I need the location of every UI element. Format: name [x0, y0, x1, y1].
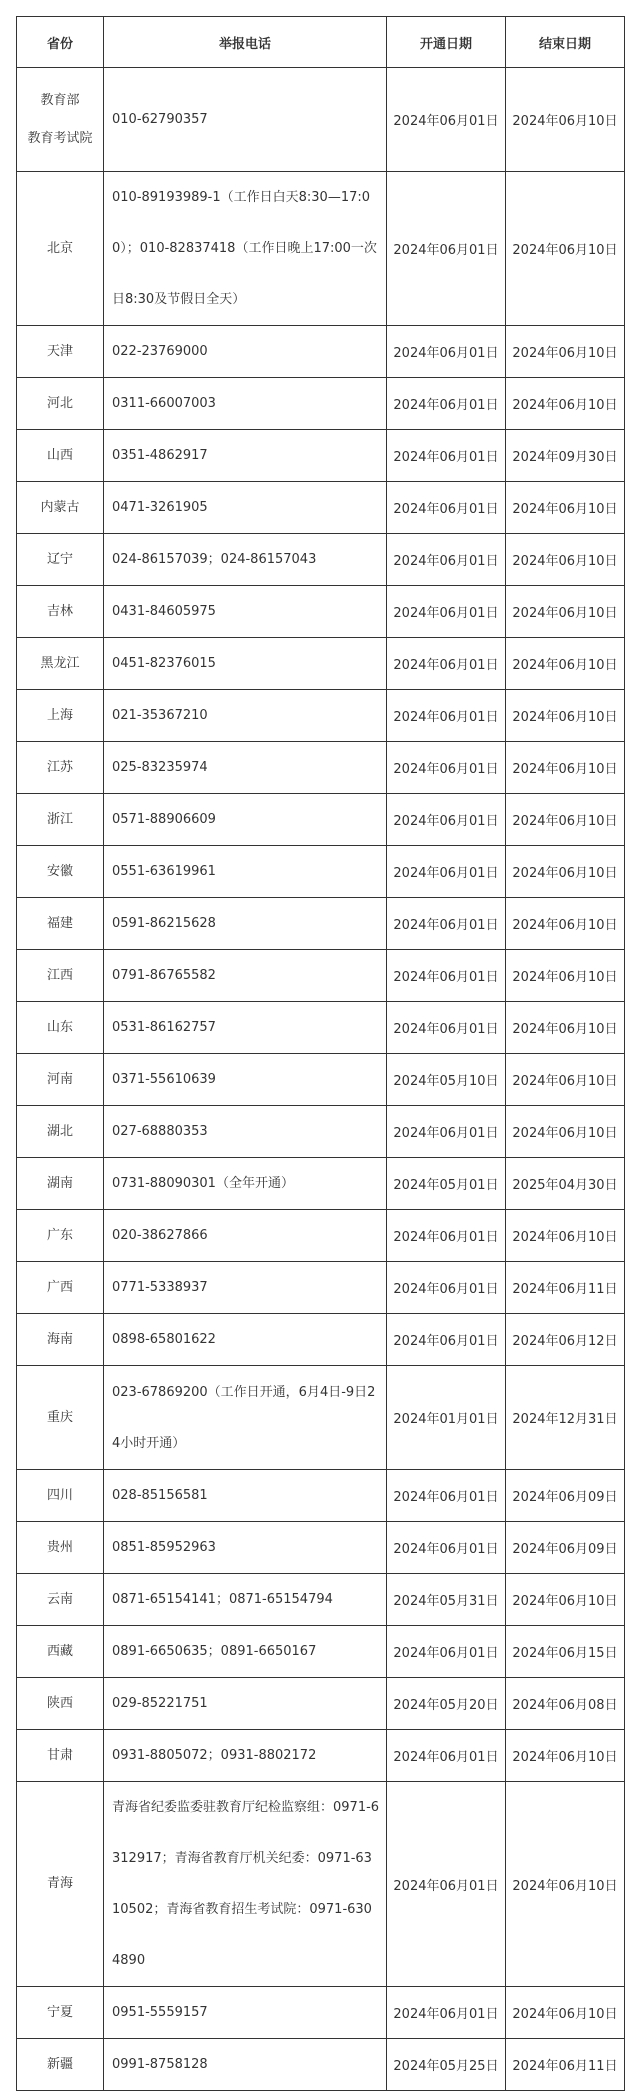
start-date-cell: 2024年06月01日 [387, 690, 506, 742]
end-date-cell: 2024年06月10日 [506, 898, 625, 950]
province-cell: 四川 [17, 1470, 104, 1522]
table-row [17, 1678, 625, 1730]
phone-cell: 0571-88906609 [104, 794, 387, 846]
table-row [17, 68, 625, 172]
table-row [17, 326, 625, 378]
table-row [17, 1987, 625, 2039]
phone-cell: 0951-5559157 [104, 1987, 387, 2039]
start-date-cell: 2024年06月01日 [387, 638, 506, 690]
province-cell: 河北 [17, 378, 104, 430]
end-date-cell: 2024年06月10日 [506, 482, 625, 534]
start-date-cell: 2024年06月01日 [387, 742, 506, 794]
start-date-cell: 2024年05月10日 [387, 1054, 506, 1106]
start-date-cell: 2024年06月01日 [387, 326, 506, 378]
phone-cell: 0891-6650635；0891-6650167 [104, 1626, 387, 1678]
phone-cell: 0311-66007003 [104, 378, 387, 430]
end-date-cell: 2024年06月10日 [506, 742, 625, 794]
start-date-cell: 2024年06月01日 [387, 1987, 506, 2039]
province-cell: 青海 [17, 1782, 104, 1987]
province-cell: 吉林 [17, 586, 104, 638]
phone-cell: 010-89193989-1（工作日白天8:30—17:00）；010-82837418（工作日晚上17:00一次日8:30及节假日全天） [104, 172, 387, 326]
table-row [17, 638, 625, 690]
province-cell: 海南 [17, 1314, 104, 1366]
end-date-cell: 2024年06月11日 [506, 2039, 625, 2091]
phone-cell: 0791-86765582 [104, 950, 387, 1002]
start-date-cell: 2024年06月01日 [387, 172, 506, 326]
province-cell: 广西 [17, 1262, 104, 1314]
table-row [17, 1262, 625, 1314]
table-row [17, 1574, 625, 1626]
province-cell: 福建 [17, 898, 104, 950]
table-row [17, 1158, 625, 1210]
table-row [17, 846, 625, 898]
phone-cell: 0991-8758128 [104, 2039, 387, 2091]
end-date-cell: 2024年06月10日 [506, 846, 625, 898]
phone-cell: 0871-65154141；0871-65154794 [104, 1574, 387, 1626]
start-date-cell: 2024年06月01日 [387, 1522, 506, 1574]
phone-cell: 0451-82376015 [104, 638, 387, 690]
phone-cell: 0551-63619961 [104, 846, 387, 898]
start-date-cell: 2024年06月01日 [387, 1626, 506, 1678]
table-row [17, 1106, 625, 1158]
table-row [17, 1730, 625, 1782]
phone-cell: 028-85156581 [104, 1470, 387, 1522]
province-cell: 浙江 [17, 794, 104, 846]
end-date-cell: 2024年06月12日 [506, 1314, 625, 1366]
start-date-cell: 2024年06月01日 [387, 846, 506, 898]
end-date-cell: 2024年06月10日 [506, 1106, 625, 1158]
phone-cell: 0898-65801622 [104, 1314, 387, 1366]
start-date-cell: 2024年05月25日 [387, 2039, 506, 2091]
phone-cell: 0371-55610639 [104, 1054, 387, 1106]
province-cell: 陕西 [17, 1678, 104, 1730]
province-cell: 广东 [17, 1210, 104, 1262]
province-cell: 黑龙江 [17, 638, 104, 690]
start-date-cell: 2024年06月01日 [387, 898, 506, 950]
province-cell: 北京 [17, 172, 104, 326]
phone-cell: 0531-86162757 [104, 1002, 387, 1054]
end-date-cell: 2024年06月10日 [506, 1210, 625, 1262]
header-end-date: 结束日期 [506, 17, 625, 68]
header-row [17, 17, 625, 68]
end-date-cell: 2024年06月10日 [506, 1782, 625, 1987]
phone-cell: 027-68880353 [104, 1106, 387, 1158]
province-cell: 贵州 [17, 1522, 104, 1574]
table-row [17, 586, 625, 638]
province-cell: 辽宁 [17, 534, 104, 586]
table-row [17, 794, 625, 846]
phone-cell: 025-83235974 [104, 742, 387, 794]
start-date-cell: 2024年06月01日 [387, 1262, 506, 1314]
table-row [17, 690, 625, 742]
table-row [17, 1210, 625, 1262]
start-date-cell: 2024年06月01日 [387, 1314, 506, 1366]
end-date-cell: 2024年06月10日 [506, 1054, 625, 1106]
province-cell: 内蒙古 [17, 482, 104, 534]
table-row [17, 1002, 625, 1054]
province-cell: 天津 [17, 326, 104, 378]
start-date-cell: 2024年06月01日 [387, 1470, 506, 1522]
province-cell: 教育部 教育考试院 [17, 68, 104, 172]
province-cell: 甘肃 [17, 1730, 104, 1782]
phone-cell: 0731-88090301（全年开通） [104, 1158, 387, 1210]
phone-cell: 021-35367210 [104, 690, 387, 742]
end-date-cell: 2024年06月09日 [506, 1470, 625, 1522]
phone-cell: 010-62790357 [104, 68, 387, 172]
end-date-cell: 2025年04月30日 [506, 1158, 625, 1210]
table-row [17, 1522, 625, 1574]
end-date-cell: 2024年06月10日 [506, 586, 625, 638]
table-row [17, 534, 625, 586]
province-cell: 新疆 [17, 2039, 104, 2091]
province-cell: 云南 [17, 1574, 104, 1626]
phone-cell: 0851-85952963 [104, 1522, 387, 1574]
province-cell: 湖南 [17, 1158, 104, 1210]
province-cell: 山西 [17, 430, 104, 482]
phone-cell: 0351-4862917 [104, 430, 387, 482]
start-date-cell: 2024年06月01日 [387, 68, 506, 172]
start-date-cell: 2024年06月01日 [387, 1210, 506, 1262]
end-date-cell: 2024年06月08日 [506, 1678, 625, 1730]
table-row [17, 1054, 625, 1106]
table-header [17, 17, 625, 68]
start-date-cell: 2024年06月01日 [387, 378, 506, 430]
phone-cell: 024-86157039；024-86157043 [104, 534, 387, 586]
end-date-cell: 2024年06月10日 [506, 326, 625, 378]
table-row [17, 1626, 625, 1678]
phone-cell: 0591-86215628 [104, 898, 387, 950]
phone-cell: 029-85221751 [104, 1678, 387, 1730]
table-row [17, 1314, 625, 1366]
start-date-cell: 2024年06月01日 [387, 950, 506, 1002]
phone-cell: 青海省纪委监委驻教育厅纪检监察组：0971-6312917；青海省教育厅机关纪委：0971-6310502；青海省教育招生考试院：0971-6304890 [104, 1782, 387, 1987]
province-cell: 江西 [17, 950, 104, 1002]
province-cell: 上海 [17, 690, 104, 742]
end-date-cell: 2024年06月10日 [506, 68, 625, 172]
table-row [17, 482, 625, 534]
start-date-cell: 2024年05月31日 [387, 1574, 506, 1626]
end-date-cell: 2024年06月10日 [506, 1987, 625, 2039]
start-date-cell: 2024年05月20日 [387, 1678, 506, 1730]
province-cell: 重庆 [17, 1366, 104, 1470]
end-date-cell: 2024年06月10日 [506, 690, 625, 742]
header-province: 省份 [17, 17, 104, 68]
end-date-cell: 2024年09月30日 [506, 430, 625, 482]
start-date-cell: 2024年06月01日 [387, 1730, 506, 1782]
province-cell: 江苏 [17, 742, 104, 794]
phone-cell: 023-67869200（工作日开通，6月4日-9日24小时开通） [104, 1366, 387, 1470]
province-cell: 山东 [17, 1002, 104, 1054]
phone-cell: 022-23769000 [104, 326, 387, 378]
start-date-cell: 2024年06月01日 [387, 534, 506, 586]
table-row [17, 172, 625, 326]
table-body [17, 68, 625, 2091]
end-date-cell: 2024年06月10日 [506, 1002, 625, 1054]
end-date-cell: 2024年06月09日 [506, 1522, 625, 1574]
phone-cell: 020-38627866 [104, 1210, 387, 1262]
province-cell: 湖北 [17, 1106, 104, 1158]
start-date-cell: 2024年06月01日 [387, 430, 506, 482]
end-date-cell: 2024年06月10日 [506, 638, 625, 690]
phone-cell: 0471-3261905 [104, 482, 387, 534]
phone-cell: 0431-84605975 [104, 586, 387, 638]
table-row [17, 378, 625, 430]
table-row [17, 2039, 625, 2091]
end-date-cell: 2024年12月31日 [506, 1366, 625, 1470]
hotline-table [16, 16, 625, 2091]
phone-cell: 0931-8805072；0931-8802172 [104, 1730, 387, 1782]
table-row [17, 430, 625, 482]
start-date-cell: 2024年06月01日 [387, 482, 506, 534]
start-date-cell: 2024年06月01日 [387, 1106, 506, 1158]
header-phone: 举报电话 [104, 17, 387, 68]
end-date-cell: 2024年06月11日 [506, 1262, 625, 1314]
table-row [17, 742, 625, 794]
end-date-cell: 2024年06月10日 [506, 794, 625, 846]
start-date-cell: 2024年06月01日 [387, 586, 506, 638]
province-cell: 河南 [17, 1054, 104, 1106]
table-row [17, 1470, 625, 1522]
table-row [17, 1782, 625, 1987]
table-row [17, 950, 625, 1002]
start-date-cell: 2024年06月01日 [387, 1002, 506, 1054]
end-date-cell: 2024年06月15日 [506, 1626, 625, 1678]
table-row [17, 1366, 625, 1470]
end-date-cell: 2024年06月10日 [506, 378, 625, 430]
end-date-cell: 2024年06月10日 [506, 1574, 625, 1626]
end-date-cell: 2024年06月10日 [506, 1730, 625, 1782]
header-start-date: 开通日期 [387, 17, 506, 68]
start-date-cell: 2024年05月01日 [387, 1158, 506, 1210]
start-date-cell: 2024年01月01日 [387, 1366, 506, 1470]
end-date-cell: 2024年06月10日 [506, 950, 625, 1002]
province-cell: 宁夏 [17, 1987, 104, 2039]
start-date-cell: 2024年06月01日 [387, 794, 506, 846]
phone-cell: 0771-5338937 [104, 1262, 387, 1314]
table-row [17, 898, 625, 950]
end-date-cell: 2024年06月10日 [506, 534, 625, 586]
province-cell: 安徽 [17, 846, 104, 898]
start-date-cell: 2024年06月01日 [387, 1782, 506, 1987]
province-cell: 西藏 [17, 1626, 104, 1678]
end-date-cell: 2024年06月10日 [506, 172, 625, 326]
